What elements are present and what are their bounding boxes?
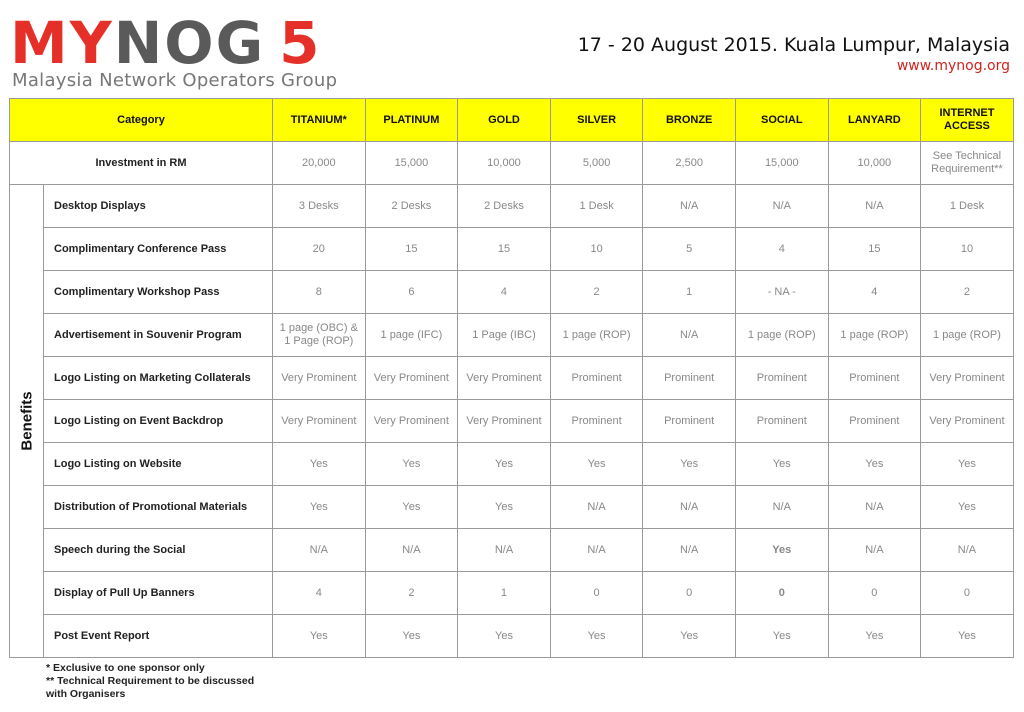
footnotes	[46, 662, 254, 701]
table-cell: Yes	[921, 486, 1014, 529]
table-cell: Yes	[921, 615, 1014, 658]
table-cell: 2	[921, 271, 1014, 314]
investment-label: Investment in RM	[10, 142, 273, 185]
category-header: Category	[10, 99, 273, 142]
benefits-side-label	[10, 185, 44, 658]
table-cell: Yes	[458, 486, 551, 529]
table-cell: 1 Desk	[921, 185, 1014, 228]
table-cell: 1 page (ROP)	[921, 314, 1014, 357]
benefit-label: Desktop Displays	[44, 185, 273, 228]
table-cell: 1	[458, 572, 551, 615]
table-row	[10, 357, 1014, 400]
table-cell: Yes	[458, 615, 551, 658]
table-cell: N/A	[550, 486, 643, 529]
table-cell: 6	[365, 271, 458, 314]
table-cell: Very Prominent	[921, 357, 1014, 400]
table-row	[10, 486, 1014, 529]
table-cell: N/A	[828, 486, 921, 529]
logo-number: 5	[279, 9, 322, 77]
table-cell: Yes	[365, 443, 458, 486]
table-row	[10, 443, 1014, 486]
table-cell: Very Prominent	[458, 400, 551, 443]
table-cell: 10,000	[828, 142, 921, 185]
table-cell: Prominent	[550, 400, 643, 443]
table-cell: Yes	[273, 443, 366, 486]
header-row	[10, 99, 1014, 142]
table-cell: 0	[643, 572, 736, 615]
benefit-label: Logo Listing on Event Backdrop	[44, 400, 273, 443]
table-cell: 5	[643, 228, 736, 271]
table-cell: Prominent	[735, 357, 828, 400]
table-cell: Very Prominent	[921, 400, 1014, 443]
table-cell: 15	[365, 228, 458, 271]
logo-my: MY	[10, 9, 114, 77]
table-cell: Yes	[735, 529, 828, 572]
benefit-label: Logo Listing on Marketing Collaterals	[44, 357, 273, 400]
table-cell: 8	[273, 271, 366, 314]
table-cell: Yes	[550, 443, 643, 486]
table-cell: 15	[828, 228, 921, 271]
table-cell: 5,000	[550, 142, 643, 185]
table-cell: 1 Page (IBC)	[458, 314, 551, 357]
table-row	[10, 400, 1014, 443]
table-cell: Very Prominent	[273, 400, 366, 443]
benefit-label: Distribution of Promotional Materials	[44, 486, 273, 529]
table-cell: 15,000	[365, 142, 458, 185]
table-cell: Prominent	[643, 400, 736, 443]
col-header-social: SOCIAL	[735, 99, 828, 142]
table-cell: 0	[828, 572, 921, 615]
benefit-label: Complimentary Conference Pass	[44, 228, 273, 271]
table-cell: 3 Desks	[273, 185, 366, 228]
table-cell: N/A	[643, 185, 736, 228]
table-cell: Yes	[643, 443, 736, 486]
footnote-exclusive: * Exclusive to one sponsor only	[46, 662, 205, 674]
col-header-internet-access: INTERNET ACCESS	[921, 99, 1014, 142]
table-cell: 1 page (IFC)	[365, 314, 458, 357]
table-cell: Very Prominent	[365, 400, 458, 443]
col-header-gold: GOLD	[458, 99, 551, 142]
table-cell: 4	[458, 271, 551, 314]
table-cell: N/A	[273, 529, 366, 572]
col-header-titanium: TITANIUM*	[273, 99, 366, 142]
table-cell: Yes	[643, 615, 736, 658]
table-cell: Yes	[365, 615, 458, 658]
benefits-label: Benefits	[18, 391, 35, 451]
table-cell: 20	[273, 228, 366, 271]
benefit-label: Display of Pull Up Banners	[44, 572, 273, 615]
logo-nog: NOG	[113, 9, 266, 77]
table-cell: N/A	[643, 486, 736, 529]
table-cell: 4	[828, 271, 921, 314]
table-cell: Prominent	[550, 357, 643, 400]
table-cell: - NA -	[735, 271, 828, 314]
table-cell: Yes	[828, 443, 921, 486]
table-cell: 2 Desks	[458, 185, 551, 228]
table-cell: Prominent	[828, 400, 921, 443]
table-row	[10, 572, 1014, 615]
table-cell: Yes	[735, 443, 828, 486]
benefit-label: Speech during the Social	[44, 529, 273, 572]
table-cell: N/A	[550, 529, 643, 572]
table-cell: Prominent	[643, 357, 736, 400]
table-cell: N/A	[365, 529, 458, 572]
table-cell: 10	[921, 228, 1014, 271]
table-cell: 0	[550, 572, 643, 615]
table-cell: 10	[550, 228, 643, 271]
table-row	[10, 271, 1014, 314]
table-cell: Yes	[273, 615, 366, 658]
table-cell: 1 page (ROP)	[828, 314, 921, 357]
benefit-label: Post Event Report	[44, 615, 273, 658]
table-cell: N/A	[643, 314, 736, 357]
table-cell: 4	[273, 572, 366, 615]
table-cell: 1 page (OBC) & 1 Page (ROP)	[273, 314, 366, 357]
footnote-technical: ** Technical Requirement to be discussed	[46, 675, 255, 687]
table-cell: 15,000	[735, 142, 828, 185]
table-cell: 2 Desks	[365, 185, 458, 228]
table-row	[10, 615, 1014, 658]
table-cell: Prominent	[828, 357, 921, 400]
table-row	[10, 314, 1014, 357]
table-cell: Yes	[365, 486, 458, 529]
table-cell: Very Prominent	[273, 357, 366, 400]
table-cell: 0	[735, 572, 828, 615]
table-cell: N/A	[921, 529, 1014, 572]
benefit-label: Complimentary Workshop Pass	[44, 271, 273, 314]
table-cell: N/A	[643, 529, 736, 572]
table-cell: Prominent	[735, 400, 828, 443]
col-header-bronze: BRONZE	[643, 99, 736, 142]
investment-row	[10, 142, 1014, 185]
col-header-lanyard: LANYARD	[828, 99, 921, 142]
table-row	[10, 529, 1014, 572]
table-cell: 2	[550, 271, 643, 314]
table-cell: 1 Desk	[550, 185, 643, 228]
table-cell: N/A	[828, 529, 921, 572]
table-cell: Yes	[550, 615, 643, 658]
table-cell: 4	[735, 228, 828, 271]
col-header-silver: SILVER	[550, 99, 643, 142]
table-cell: 2,500	[643, 142, 736, 185]
table-cell: 1 page (ROP)	[735, 314, 828, 357]
table-cell: 1	[643, 271, 736, 314]
event-url-link[interactable]: www.mynog.org	[896, 58, 1010, 74]
table-cell: 0	[921, 572, 1014, 615]
table-cell: Yes	[828, 615, 921, 658]
table-cell: N/A	[828, 185, 921, 228]
table-cell: Yes	[458, 443, 551, 486]
table-cell: N/A	[735, 486, 828, 529]
table-cell: 20,000	[273, 142, 366, 185]
table-cell: Yes	[273, 486, 366, 529]
footnote-technical-cont: with Organisers	[46, 688, 126, 700]
logo-subtitle: Malaysia Network Operators Group	[12, 70, 338, 91]
table-cell: See Technical Requirement**	[921, 142, 1014, 185]
sponsorship-table	[9, 98, 1014, 658]
table-cell: Yes	[921, 443, 1014, 486]
table-row	[10, 228, 1014, 271]
table-cell: Very Prominent	[458, 357, 551, 400]
table-cell: N/A	[735, 185, 828, 228]
table-cell: Very Prominent	[365, 357, 458, 400]
table-cell: 1 page (ROP)	[550, 314, 643, 357]
event-date: 17 - 20 August 2015. Kuala Lumpur, Malaysia	[577, 34, 1010, 56]
table-cell: 10,000	[458, 142, 551, 185]
table-row	[10, 185, 1014, 228]
table-cell: 15	[458, 228, 551, 271]
table-cell: Yes	[735, 615, 828, 658]
benefit-label: Advertisement in Souvenir Program	[44, 314, 273, 357]
benefit-label: Logo Listing on Website	[44, 443, 273, 486]
table-cell: N/A	[458, 529, 551, 572]
table-cell: 2	[365, 572, 458, 615]
col-header-platinum: PLATINUM	[365, 99, 458, 142]
logo-wordmark	[10, 9, 322, 77]
mynog-logo	[10, 9, 322, 77]
